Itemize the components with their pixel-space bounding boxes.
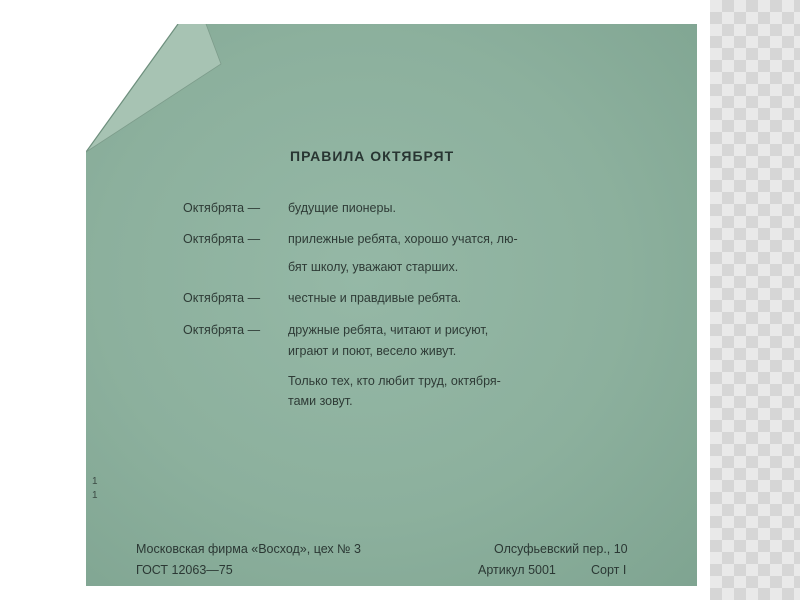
rule-text: играют и поют, весело живут. (288, 344, 457, 358)
rule-text: прилежные ребята, хорошо учатся, лю- (288, 232, 518, 246)
edge-mark: 1 (92, 476, 98, 487)
page-title: ПРАВИЛА ОКТЯБРЯТ (290, 148, 455, 164)
edge-mark: 1 (92, 490, 98, 501)
folded-corner-icon (86, 24, 226, 164)
closing-line: Только тех, кто любит труд, октября- (288, 374, 501, 388)
rule-label: Октябрята — (183, 201, 261, 215)
rule-text: бят школу, уважают старших. (288, 260, 459, 274)
closing-line: тами зовут. (288, 394, 353, 408)
decorative-checker-pattern (710, 0, 800, 600)
footer-grade: Сорт I (591, 563, 627, 577)
rule-text: честные и правдивые ребята. (288, 291, 462, 305)
notebook-cover (86, 24, 697, 586)
rule-label: Октябрята — (183, 291, 261, 305)
rule-label: Октябрята — (183, 232, 261, 246)
footer-article: Артикул 5001 (478, 563, 556, 577)
footer-publisher: Московская фирма «Восход», цех № 3 (136, 542, 361, 556)
rule-text: дружные ребята, читают и рисуют, (288, 323, 489, 337)
footer-gost: ГОСТ 12063—75 (136, 563, 233, 577)
rule-text: будущие пионеры. (288, 201, 396, 215)
footer-address: Олсуфьевский пер., 10 (494, 542, 628, 556)
rule-label: Октябрята — (183, 323, 261, 337)
